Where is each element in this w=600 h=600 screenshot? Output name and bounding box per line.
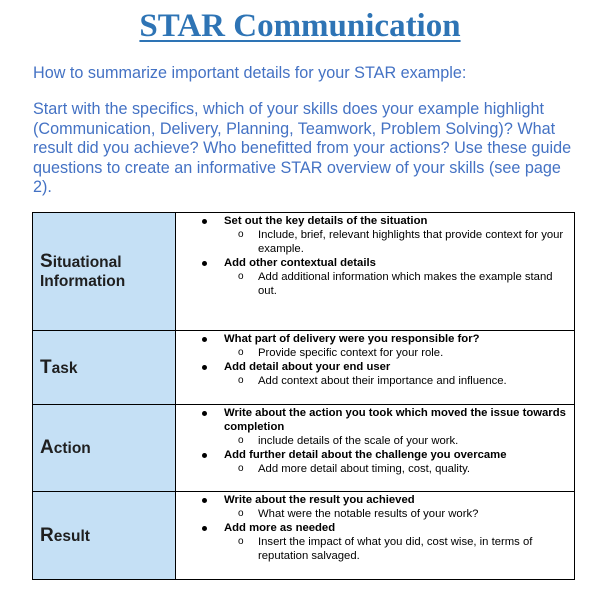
- bullet-item: [186, 332, 568, 360]
- sub-item: [224, 507, 568, 521]
- sub-item-text: Add more detail about timing, cost, quality.: [258, 463, 471, 475]
- sub-item-text: include details of the scale of your work.: [258, 435, 459, 447]
- sub-list: [224, 346, 568, 360]
- bullet-heading: What part of delivery were you responsible for?: [224, 333, 480, 345]
- sub-item: [224, 346, 568, 360]
- sub-list: [224, 270, 568, 298]
- circle-bullet-icon: o: [238, 536, 244, 547]
- sub-item-text: Provide specific context for your role.: [258, 347, 444, 359]
- star-row-task: [33, 331, 575, 405]
- bullet-item: [186, 448, 568, 476]
- row-content-cell: [176, 492, 575, 580]
- row-label-cell: [33, 492, 176, 580]
- row-label-cell: [33, 213, 176, 331]
- sub-list: [224, 434, 568, 448]
- bullet-heading: Add more as needed: [224, 522, 336, 534]
- bullet-heading: Add detail about your end user: [224, 361, 391, 373]
- sub-list: [224, 507, 568, 521]
- sub-item: [224, 535, 568, 563]
- bullet-dot-icon: [202, 498, 207, 503]
- intro-paragraph: Start with the specifics, which of your skills does your example highlight (Communication, Delivery, Planning, Teamwork, Problem Solving)? What result did you achieve? Who benefitted from your actions? Use these guide questions to create an informative STAR overview of your skills (see page 2).: [33, 100, 572, 196]
- star-table: [32, 212, 575, 580]
- sub-item: [224, 374, 568, 388]
- sub-item: [224, 270, 568, 298]
- bullet-heading: Write about the action you took which moved the issue towards completion: [224, 407, 566, 433]
- bullet-list: [186, 493, 568, 563]
- bullet-item: [186, 360, 568, 388]
- circle-bullet-icon: o: [238, 375, 244, 386]
- sub-item-text: Insert the impact of what you did, cost wise, in terms of reputation salvaged.: [258, 536, 533, 562]
- star-row-action: [33, 405, 575, 492]
- star-row-result: [33, 492, 575, 580]
- circle-bullet-icon: o: [238, 271, 244, 282]
- sub-item: [224, 228, 568, 256]
- sub-item-text: What were the notable results of your work?: [258, 508, 479, 520]
- row-label-rest: ask: [51, 359, 78, 377]
- sub-item: [224, 434, 568, 448]
- row-content-cell: [176, 213, 575, 331]
- row-label-cell: [33, 331, 176, 405]
- row-label-initial: S: [40, 251, 53, 272]
- row-content-cell: [176, 405, 575, 492]
- row-content-cell: [176, 331, 575, 405]
- sub-list: [224, 535, 568, 563]
- bullet-list: [186, 214, 568, 298]
- bullet-heading: Add other contextual details: [224, 257, 376, 269]
- bullet-dot-icon: [202, 453, 207, 458]
- sub-list: [224, 462, 568, 476]
- row-label-initial: A: [40, 437, 54, 458]
- sub-item-text: Add context about their importance and influence.: [258, 375, 507, 387]
- row-label-rest: ituational: [52, 254, 122, 271]
- bullet-heading: Write about the result you achieved: [224, 494, 415, 506]
- circle-bullet-icon: o: [238, 463, 244, 474]
- bullet-item: [186, 256, 568, 298]
- circle-bullet-icon: o: [238, 435, 244, 446]
- row-label: [40, 438, 175, 458]
- intro-heading: How to summarize important details for your STAR example:: [33, 64, 467, 82]
- bullet-dot-icon: [202, 261, 207, 266]
- bullet-heading: Add further detail about the challenge you overcame: [224, 449, 507, 461]
- bullet-list: [186, 332, 568, 388]
- row-label-rest: esult: [53, 527, 90, 545]
- bullet-dot-icon: [202, 337, 207, 342]
- bullet-item: [186, 214, 568, 256]
- bullet-dot-icon: [202, 526, 207, 531]
- row-label-initial: R: [40, 524, 54, 546]
- bullet-dot-icon: [202, 365, 207, 370]
- sub-item-text: Include, brief, relevant highlights that provide context for your example.: [258, 229, 564, 255]
- bullet-list: [186, 406, 568, 476]
- sub-list: [224, 374, 568, 388]
- circle-bullet-icon: o: [238, 508, 244, 519]
- row-label-rest: ction: [53, 440, 91, 457]
- row-label-cell: [33, 405, 176, 492]
- sub-item-text: Add additional information which makes the example stand out.: [258, 271, 553, 297]
- bullet-dot-icon: [202, 411, 207, 416]
- bullet-item: [186, 406, 568, 448]
- row-label-initial: T: [40, 356, 52, 378]
- row-label: [40, 252, 175, 291]
- row-label: [40, 526, 175, 546]
- page-title: STAR Communication: [139, 8, 461, 44]
- circle-bullet-icon: o: [238, 229, 244, 240]
- bullet-item: [186, 493, 568, 521]
- sub-item: [224, 462, 568, 476]
- bullet-dot-icon: [202, 219, 207, 224]
- circle-bullet-icon: o: [238, 347, 244, 358]
- row-label: [40, 358, 175, 378]
- row-label-line2: Information: [40, 273, 126, 290]
- sub-list: [224, 228, 568, 256]
- star-row-situational: [33, 213, 575, 331]
- bullet-heading: Set out the key details of the situation: [224, 215, 428, 227]
- bullet-item: [186, 521, 568, 563]
